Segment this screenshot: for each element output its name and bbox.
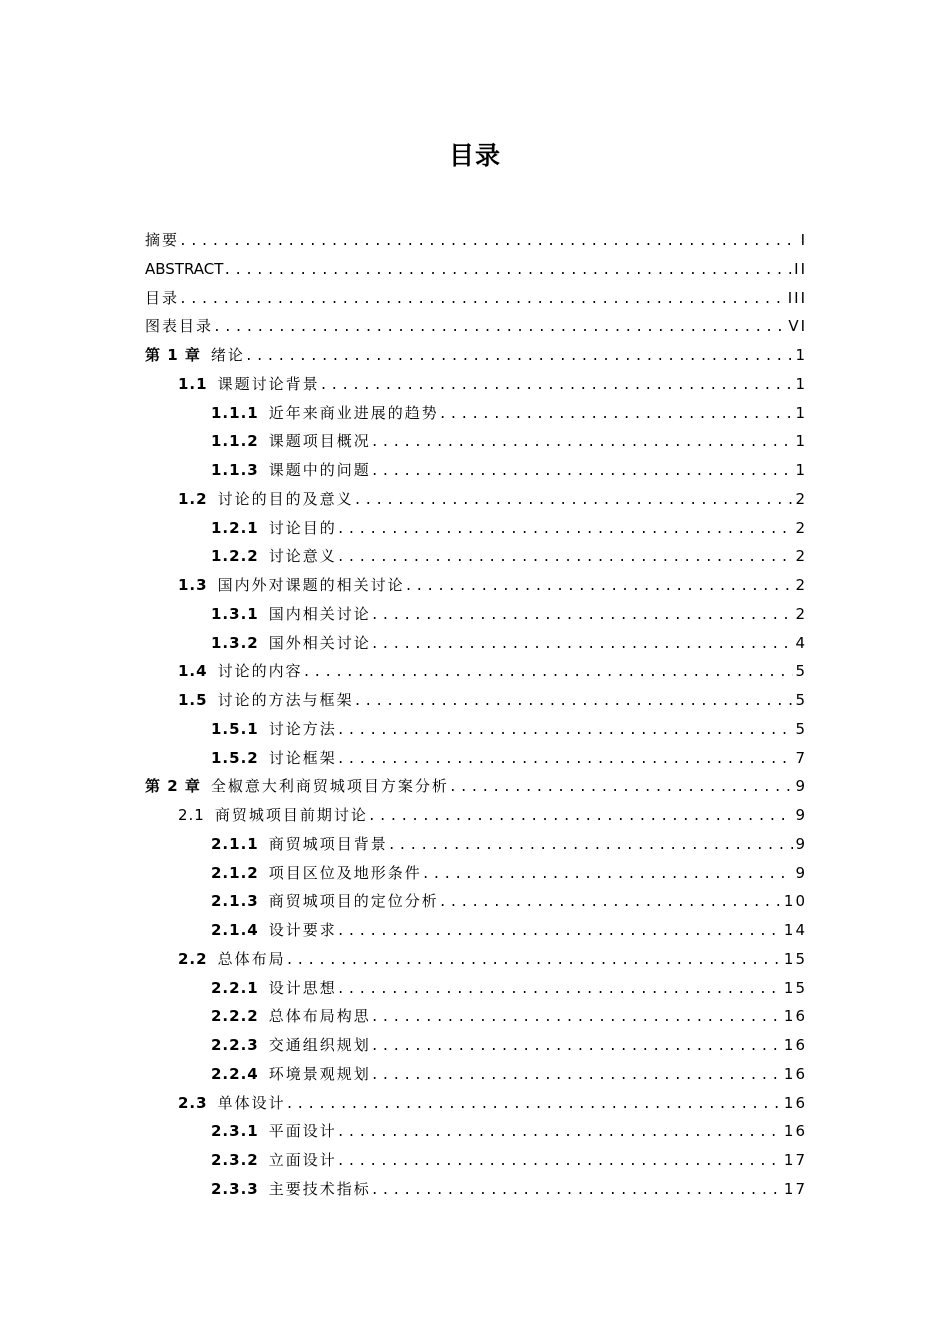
toc-entry[interactable] bbox=[145, 255, 807, 284]
toc-entry-page-number: 10 bbox=[783, 892, 807, 911]
toc-entry-page-number: 14 bbox=[783, 921, 807, 939]
toc-dot-leader bbox=[337, 1119, 782, 1148]
toc-entry[interactable] bbox=[145, 1146, 807, 1175]
toc-entry-label: 全椒意大利商贸城项目方案分析 bbox=[210, 777, 449, 796]
toc-entry[interactable] bbox=[145, 427, 807, 456]
toc-dot-leader bbox=[337, 918, 782, 947]
toc-entry-number: 2.1.2 bbox=[211, 863, 259, 882]
toc-entry[interactable] bbox=[145, 744, 807, 773]
toc-dot-leader bbox=[405, 573, 794, 602]
toc-entry[interactable] bbox=[145, 514, 807, 543]
toc-entry-label: 图表目录 bbox=[145, 317, 214, 336]
toc-dot-leader bbox=[371, 458, 794, 487]
toc-dot-leader bbox=[245, 343, 794, 372]
toc-entry[interactable] bbox=[145, 284, 807, 313]
toc-entry-label: 总体布局 bbox=[217, 949, 286, 968]
toc-entry[interactable] bbox=[145, 916, 807, 945]
toc-dot-leader bbox=[179, 228, 799, 257]
toc-entry[interactable] bbox=[145, 312, 807, 341]
toc-dot-leader bbox=[337, 544, 794, 573]
toc-entry-page-number: 16 bbox=[783, 1064, 807, 1083]
toc-entry-label: ABSTRACT bbox=[145, 259, 224, 278]
toc-dot-leader bbox=[371, 1004, 782, 1033]
toc-dot-leader bbox=[449, 774, 794, 803]
toc-entry-number: 2.1.1 bbox=[211, 834, 259, 853]
toc-entry[interactable] bbox=[145, 571, 807, 600]
toc-entry-label: 环境景观规划 bbox=[268, 1064, 371, 1083]
toc-dot-leader bbox=[439, 401, 794, 430]
toc-dot-leader bbox=[286, 1091, 782, 1120]
toc-entry-label: 国外相关讨论 bbox=[268, 633, 371, 652]
toc-dot-leader bbox=[439, 889, 782, 918]
toc-entry-page-number: 5 bbox=[795, 719, 807, 738]
toc-entry-number: 1.3 bbox=[178, 576, 208, 594]
toc-entry-page-number: II bbox=[794, 259, 807, 278]
toc-entry[interactable] bbox=[145, 1002, 807, 1031]
toc-entry-label: 讨论方法 bbox=[268, 719, 337, 738]
toc-entry-page-number: 7 bbox=[795, 748, 807, 767]
toc-entry-page-number: 17 bbox=[783, 1179, 807, 1198]
toc-entry-page-number: 15 bbox=[783, 978, 807, 997]
toc-dot-leader bbox=[371, 602, 794, 631]
toc-entry[interactable] bbox=[145, 859, 807, 888]
toc-entry-page-number: 9 bbox=[795, 834, 807, 853]
toc-dot-leader bbox=[320, 372, 794, 401]
toc-entry-number: 1.4 bbox=[178, 662, 208, 681]
toc-entry-number: 1.5 bbox=[178, 691, 208, 709]
toc-entry-number: 1.5.2 bbox=[211, 748, 259, 767]
toc-entry-number: 1.1.2 bbox=[211, 432, 259, 451]
toc-entry-number: 1.2.1 bbox=[211, 518, 259, 537]
toc-entry-page-number: 1 bbox=[795, 346, 807, 364]
toc-entry-number: 1.3.2 bbox=[211, 633, 259, 652]
toc-entry-label: 课题讨论背景 bbox=[217, 374, 320, 393]
toc-entry[interactable] bbox=[145, 657, 807, 686]
table-of-contents bbox=[145, 226, 807, 1204]
toc-dot-leader bbox=[422, 861, 794, 890]
toc-entry-page-number: VI bbox=[788, 317, 807, 336]
toc-entry-page-number: 16 bbox=[783, 1036, 807, 1054]
toc-entry-label: 摘要 bbox=[145, 231, 180, 249]
toc-entry-page-number: 1 bbox=[795, 374, 807, 393]
toc-entry-label: 设计要求 bbox=[268, 921, 337, 939]
toc-dot-leader bbox=[337, 976, 782, 1005]
toc-entry-number: 1.1.1 bbox=[211, 403, 259, 422]
toc-entry-number: 2.2.2 bbox=[211, 1007, 259, 1026]
toc-dot-leader bbox=[371, 1033, 782, 1062]
toc-entry[interactable] bbox=[145, 1089, 807, 1118]
toc-dot-leader bbox=[354, 487, 794, 516]
toc-entry-page-number: 1 bbox=[795, 432, 807, 451]
toc-dot-leader bbox=[371, 429, 794, 458]
toc-entry[interactable] bbox=[145, 830, 807, 859]
toc-entry[interactable] bbox=[145, 1175, 807, 1204]
toc-entry-page-number: 1 bbox=[795, 403, 807, 422]
toc-entry-label: 商贸城项目的定位分析 bbox=[268, 892, 439, 911]
toc-entry-page-number: 16 bbox=[783, 1007, 807, 1026]
toc-entry-label: 国内相关讨论 bbox=[268, 604, 371, 623]
toc-entry-number: 1.5.1 bbox=[211, 719, 259, 738]
toc-entry-page-number: 9 bbox=[795, 777, 807, 796]
toc-entry[interactable] bbox=[145, 974, 807, 1003]
toc-entry-label: 立面设计 bbox=[268, 1151, 337, 1169]
toc-entry[interactable] bbox=[145, 542, 807, 571]
toc-dot-leader bbox=[337, 717, 794, 746]
toc-entry[interactable] bbox=[145, 399, 807, 428]
toc-dot-leader bbox=[368, 803, 794, 832]
toc-entry[interactable] bbox=[145, 1031, 807, 1060]
toc-entry-page-number: 2 bbox=[795, 547, 807, 566]
toc-entry[interactable] bbox=[145, 772, 807, 801]
toc-entry[interactable] bbox=[145, 887, 807, 916]
toc-entry-label: 国内外对课题的相关讨论 bbox=[217, 576, 405, 594]
toc-dot-leader bbox=[337, 746, 794, 775]
toc-entry-page-number: 5 bbox=[795, 662, 807, 681]
toc-entry[interactable] bbox=[145, 370, 807, 399]
toc-entry-number: 2.2.1 bbox=[211, 978, 259, 997]
toc-dot-leader bbox=[371, 1177, 782, 1206]
toc-entry-label: 项目区位及地形条件 bbox=[268, 863, 422, 882]
toc-entry-number: 1.3.1 bbox=[211, 604, 259, 623]
toc-dot-leader bbox=[354, 688, 794, 717]
toc-entry-page-number: 9 bbox=[795, 863, 807, 882]
toc-entry-label: 总体布局构思 bbox=[268, 1007, 371, 1026]
toc-dot-leader bbox=[337, 1148, 782, 1177]
toc-dot-leader bbox=[286, 947, 782, 976]
toc-entry-page-number: 4 bbox=[795, 633, 807, 652]
toc-entry-number: 第 1 章 bbox=[145, 346, 201, 364]
toc-entry[interactable] bbox=[145, 485, 807, 514]
toc-entry-number: 2.3.2 bbox=[211, 1151, 259, 1169]
toc-entry-label: 课题中的问题 bbox=[268, 461, 371, 479]
toc-dot-leader bbox=[371, 631, 794, 660]
toc-entry-label: 商贸城项目前期讨论 bbox=[214, 806, 368, 824]
toc-entry-label: 讨论的内容 bbox=[217, 662, 303, 681]
toc-entry-label: 单体设计 bbox=[217, 1093, 286, 1112]
toc-entry-label: 平面设计 bbox=[268, 1122, 337, 1141]
toc-entry[interactable] bbox=[145, 456, 807, 485]
toc-entry-page-number: 2 bbox=[795, 604, 807, 623]
toc-entry-number: 1.1 bbox=[178, 374, 208, 393]
toc-entry-number: 2.1.4 bbox=[211, 921, 259, 939]
toc-entry-page-number: I bbox=[800, 231, 807, 249]
toc-entry-number: 2.3 bbox=[178, 1093, 208, 1112]
toc-entry[interactable] bbox=[145, 945, 807, 974]
toc-entry-label: 讨论框架 bbox=[268, 748, 337, 767]
toc-entry-number: 1.2.2 bbox=[211, 547, 259, 566]
toc-entry[interactable] bbox=[145, 1060, 807, 1089]
toc-dot-leader bbox=[223, 257, 792, 286]
toc-entry-page-number: 9 bbox=[795, 806, 807, 824]
toc-dot-leader bbox=[371, 1062, 782, 1091]
toc-entry-number: 第 2 章 bbox=[145, 777, 201, 796]
toc-entry-label: 讨论的目的及意义 bbox=[217, 489, 354, 508]
toc-entry-number: 2.1 bbox=[178, 806, 205, 824]
toc-entry-page-number: III bbox=[787, 288, 807, 307]
toc-entry-number: 2.1.3 bbox=[211, 892, 259, 911]
toc-entry-page-number: 16 bbox=[783, 1093, 807, 1112]
toc-entry-label: 讨论意义 bbox=[268, 547, 337, 566]
toc-entry-label: 商贸城项目背景 bbox=[268, 834, 388, 853]
toc-entry-label: 课题项目概况 bbox=[268, 432, 371, 451]
toc-entry-label: 主要技术指标 bbox=[268, 1179, 371, 1198]
toc-entry-page-number: 15 bbox=[783, 949, 807, 968]
toc-entry[interactable] bbox=[145, 629, 807, 658]
toc-entry[interactable] bbox=[145, 1117, 807, 1146]
toc-entry-label: 目录 bbox=[145, 288, 180, 307]
toc-entry-page-number: 5 bbox=[795, 691, 807, 709]
toc-entry-label: 交通组织规划 bbox=[268, 1036, 371, 1054]
page-title: 目录 bbox=[448, 141, 501, 170]
toc-dot-leader bbox=[388, 832, 794, 861]
toc-entry-label: 设计思想 bbox=[268, 978, 337, 997]
toc-entry-label: 近年来商业进展的趋势 bbox=[268, 403, 439, 422]
toc-dot-leader bbox=[337, 516, 794, 545]
toc-entry[interactable] bbox=[145, 600, 807, 629]
toc-entry-label: 绪论 bbox=[210, 346, 245, 364]
toc-dot-leader bbox=[213, 314, 786, 343]
toc-entry-number: 2.2 bbox=[178, 949, 208, 968]
toc-entry-number: 2.3.1 bbox=[211, 1122, 259, 1141]
toc-dot-leader bbox=[303, 659, 794, 688]
toc-entry-label: 讨论目的 bbox=[268, 518, 337, 537]
toc-entry-page-number: 17 bbox=[783, 1151, 807, 1169]
toc-entry-page-number: 1 bbox=[795, 461, 807, 479]
toc-dot-leader bbox=[179, 286, 786, 315]
toc-entry-page-number: 16 bbox=[783, 1122, 807, 1141]
toc-entry-number: 2.2.3 bbox=[211, 1036, 259, 1054]
toc-entry[interactable] bbox=[145, 715, 807, 744]
toc-entry[interactable] bbox=[145, 226, 807, 255]
toc-entry-page-number: 2 bbox=[795, 518, 807, 537]
toc-entry[interactable] bbox=[145, 341, 807, 370]
toc-entry-label: 讨论的方法与框架 bbox=[217, 691, 354, 709]
toc-entry[interactable] bbox=[145, 801, 807, 830]
toc-entry-number: 2.3.3 bbox=[211, 1179, 259, 1198]
toc-entry-number: 1.1.3 bbox=[211, 461, 259, 479]
toc-entry-page-number: 2 bbox=[795, 489, 807, 508]
toc-entry-number: 1.2 bbox=[178, 489, 208, 508]
toc-entry[interactable] bbox=[145, 686, 807, 715]
toc-entry-number: 2.2.4 bbox=[211, 1064, 259, 1083]
toc-entry-page-number: 2 bbox=[795, 576, 807, 594]
